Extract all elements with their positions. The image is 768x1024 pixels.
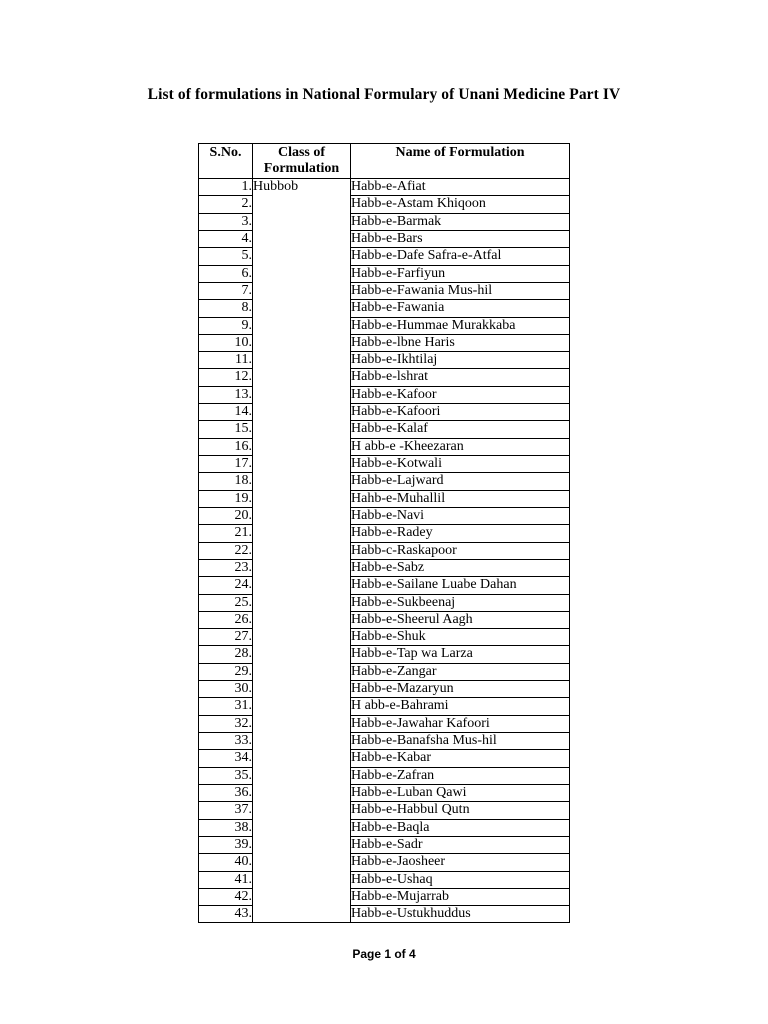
row-formulation-name: Habb-e-Mazaryun bbox=[351, 681, 570, 698]
row-formulation-name: Habb-e-Radey bbox=[351, 525, 570, 542]
row-serial-number: 9. bbox=[199, 317, 253, 334]
row-formulation-name: Habb-e-Kalaf bbox=[351, 421, 570, 438]
document-title: List of formulations in National Formulary of Unani Medicine Part IV bbox=[147, 86, 621, 103]
row-formulation-name: Habb-e-Fawania bbox=[351, 300, 570, 317]
row-serial-number: 17. bbox=[199, 456, 253, 473]
row-formulation-name: Habb-e-Hummae Murakkaba bbox=[351, 317, 570, 334]
row-serial-number: 42. bbox=[199, 888, 253, 905]
row-serial-number: 25. bbox=[199, 594, 253, 611]
row-formulation-name: Habb-e-Bars bbox=[351, 230, 570, 247]
header-name: Name of Formulation bbox=[351, 144, 570, 179]
row-serial-number: 39. bbox=[199, 836, 253, 853]
row-formulation-name: Habb-e-Shuk bbox=[351, 629, 570, 646]
row-formulation-name: Habb-e-Sadr bbox=[351, 836, 570, 853]
row-formulation-name: Habb-e-Fawania Mus-hil bbox=[351, 282, 570, 299]
row-formulation-name: Habb-e-Banafsha Mus-hil bbox=[351, 733, 570, 750]
row-formulation-name: Habb-e-Mujarrab bbox=[351, 888, 570, 905]
page-footer: Page 1 of 4 bbox=[352, 947, 416, 961]
header-sno: S.No. bbox=[199, 144, 253, 179]
row-formulation-name: Habb-e-Ikhtilaj bbox=[351, 352, 570, 369]
row-formulation-name: Habb-e-Habbul Qutn bbox=[351, 802, 570, 819]
row-formulation-name: Habb-e-Afiat bbox=[351, 179, 570, 196]
formulation-class-cell: Hubbob bbox=[253, 179, 351, 923]
row-serial-number: 13. bbox=[199, 386, 253, 403]
row-serial-number: 4. bbox=[199, 230, 253, 247]
row-formulation-name: Habb-e-Farfiyun bbox=[351, 265, 570, 282]
row-serial-number: 30. bbox=[199, 681, 253, 698]
row-serial-number: 24. bbox=[199, 577, 253, 594]
row-formulation-name: Habb-e-Lajward bbox=[351, 473, 570, 490]
row-serial-number: 1. bbox=[199, 179, 253, 196]
row-serial-number: 28. bbox=[199, 646, 253, 663]
row-serial-number: 14. bbox=[199, 404, 253, 421]
row-serial-number: 38. bbox=[199, 819, 253, 836]
row-formulation-name: Habb-e-Astam Khiqoon bbox=[351, 196, 570, 213]
row-serial-number: 20. bbox=[199, 507, 253, 524]
row-serial-number: 5. bbox=[199, 248, 253, 265]
row-serial-number: 18. bbox=[199, 473, 253, 490]
row-formulation-name: Hahb-e-Muhallil bbox=[351, 490, 570, 507]
row-serial-number: 27. bbox=[199, 629, 253, 646]
row-formulation-name: Habb-e-Kafoor bbox=[351, 386, 570, 403]
row-serial-number: 29. bbox=[199, 663, 253, 680]
row-formulation-name: Habb-e-lshrat bbox=[351, 369, 570, 386]
row-formulation-name: Habb-e-lbne Haris bbox=[351, 334, 570, 351]
row-serial-number: 2. bbox=[199, 196, 253, 213]
row-formulation-name: Habb-e-Luban Qawi bbox=[351, 784, 570, 801]
row-serial-number: 36. bbox=[199, 784, 253, 801]
row-formulation-name: H abb-e-Bahrami bbox=[351, 698, 570, 715]
row-formulation-name: Habb-e-Navi bbox=[351, 507, 570, 524]
row-serial-number: 21. bbox=[199, 525, 253, 542]
formulation-table bbox=[198, 143, 570, 923]
row-formulation-name: Habb-e-Sabz bbox=[351, 559, 570, 576]
row-serial-number: 3. bbox=[199, 213, 253, 230]
row-formulation-name: Habb-e-Jaosheer bbox=[351, 854, 570, 871]
row-serial-number: 41. bbox=[199, 871, 253, 888]
row-serial-number: 32. bbox=[199, 715, 253, 732]
table-row bbox=[199, 179, 570, 196]
header-class: Class of Formulation bbox=[253, 144, 351, 179]
row-serial-number: 23. bbox=[199, 559, 253, 576]
row-serial-number: 37. bbox=[199, 802, 253, 819]
row-serial-number: 22. bbox=[199, 542, 253, 559]
row-formulation-name: Habb-e-Tap wa Larza bbox=[351, 646, 570, 663]
row-formulation-name: Habb-e-Ustukhuddus bbox=[351, 906, 570, 923]
row-formulation-name: Habb-e-Kabar bbox=[351, 750, 570, 767]
row-serial-number: 8. bbox=[199, 300, 253, 317]
row-formulation-name: Habb-e-Baqla bbox=[351, 819, 570, 836]
row-serial-number: 35. bbox=[199, 767, 253, 784]
row-serial-number: 34. bbox=[199, 750, 253, 767]
row-serial-number: 33. bbox=[199, 733, 253, 750]
row-formulation-name: Habb-e-Dafe Safra-e-Atfal bbox=[351, 248, 570, 265]
row-formulation-name: Habb-e-Sheerul Aagh bbox=[351, 611, 570, 628]
row-formulation-name: Habb-e-Barmak bbox=[351, 213, 570, 230]
row-serial-number: 15. bbox=[199, 421, 253, 438]
row-serial-number: 40. bbox=[199, 854, 253, 871]
row-serial-number: 19. bbox=[199, 490, 253, 507]
row-serial-number: 7. bbox=[199, 282, 253, 299]
row-formulation-name: Habb-e-Zafran bbox=[351, 767, 570, 784]
row-serial-number: 26. bbox=[199, 611, 253, 628]
row-serial-number: 16. bbox=[199, 438, 253, 455]
row-serial-number: 31. bbox=[199, 698, 253, 715]
row-serial-number: 43. bbox=[199, 906, 253, 923]
row-serial-number: 11. bbox=[199, 352, 253, 369]
row-formulation-name: H abb-e -Kheezaran bbox=[351, 438, 570, 455]
row-formulation-name: Habb-e-Jawahar Kafoori bbox=[351, 715, 570, 732]
row-serial-number: 6. bbox=[199, 265, 253, 282]
row-formulation-name: Habb-e-Zangar bbox=[351, 663, 570, 680]
row-formulation-name: Habb-e-Kafoori bbox=[351, 404, 570, 421]
row-formulation-name: Habb-c-Raskapoor bbox=[351, 542, 570, 559]
table-header-row bbox=[199, 144, 570, 179]
row-formulation-name: Habb-e-Ushaq bbox=[351, 871, 570, 888]
row-formulation-name: Habb-e-Sukbeenaj bbox=[351, 594, 570, 611]
row-formulation-name: Habb-e-Sailane Luabe Dahan bbox=[351, 577, 570, 594]
row-formulation-name: Habb-e-Kotwali bbox=[351, 456, 570, 473]
row-serial-number: 12. bbox=[199, 369, 253, 386]
row-serial-number: 10. bbox=[199, 334, 253, 351]
table-body bbox=[199, 179, 570, 923]
